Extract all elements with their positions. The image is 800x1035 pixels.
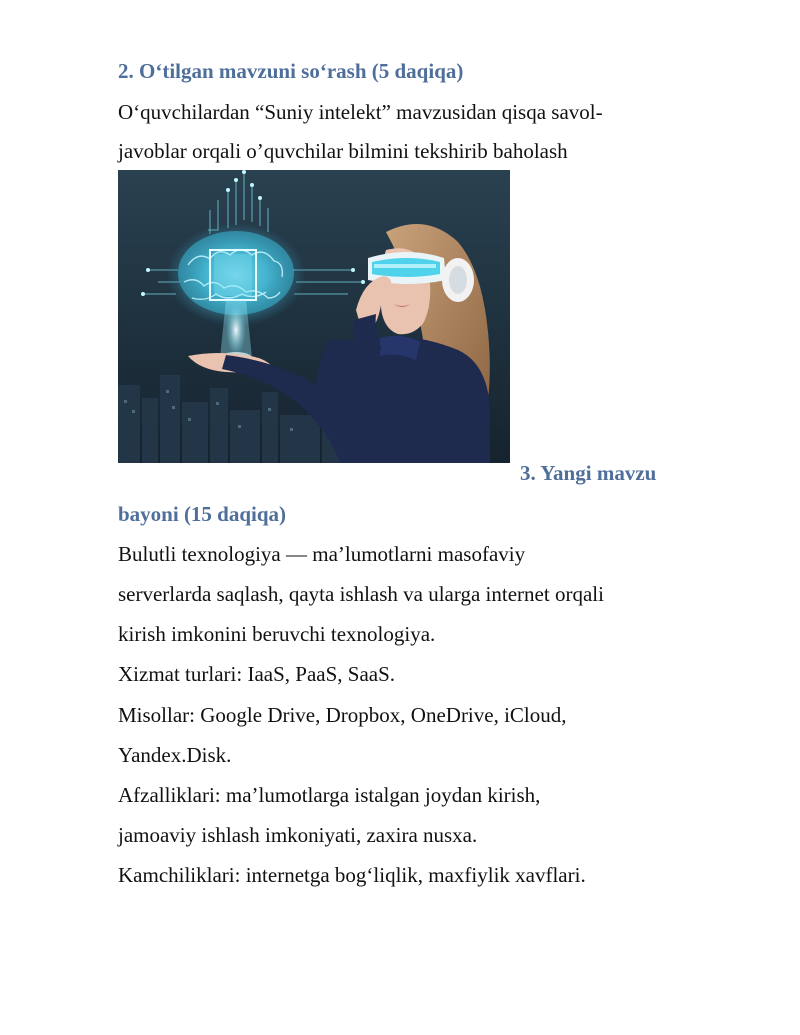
section-3-text-line-1: Bulutli texnologiya — ma’lumotlarni masofaviy: [118, 542, 526, 566]
ai-illustration: [118, 170, 510, 463]
section-3-text-line-9: Kamchiliklari: internetga bog‘liqlik, maxfiylik xavflari.: [118, 863, 586, 887]
section-3-text-line-6: Yandex.Disk.: [118, 743, 232, 767]
section-3-text-line-5: Misollar: Google Drive, Dropbox, OneDrive, iCloud,: [118, 703, 567, 727]
section-3-text-line-2: serverlarda saqlash, qayta ishlash va ularga internet orqali: [118, 582, 604, 606]
section-2-text-line-2: javoblar orqali o’quvchilar bilmini tekshirib baholash: [118, 139, 568, 163]
section-3-heading-part-2: bayoni (15 daqiqa): [118, 502, 287, 526]
section-2-heading: 2. O‘tilgan mavzuni so‘rash (5 daqiqa): [118, 59, 464, 83]
section-3-text-line-8: jamoaviy ishlash imkoniyati, zaxira nusxa.: [118, 823, 478, 847]
section-2-text-line-1: O‘quvchilardan “Suniy intelekt” mavzusidan qisqa savol-: [118, 100, 603, 124]
section-3-text-line-3: kirish imkonini beruvchi texnologiya.: [118, 622, 436, 646]
section-3-text-line-4: Xizmat turlari: IaaS, PaaS, SaaS.: [118, 662, 396, 686]
section-3-text-line-7: Afzalliklari: ma’lumotlarga istalgan joydan kirish,: [118, 783, 541, 807]
ai-brain-vr-woman-icon: [118, 170, 510, 463]
section-3-heading-part-1: 3. Yangi mavzu: [520, 461, 657, 485]
